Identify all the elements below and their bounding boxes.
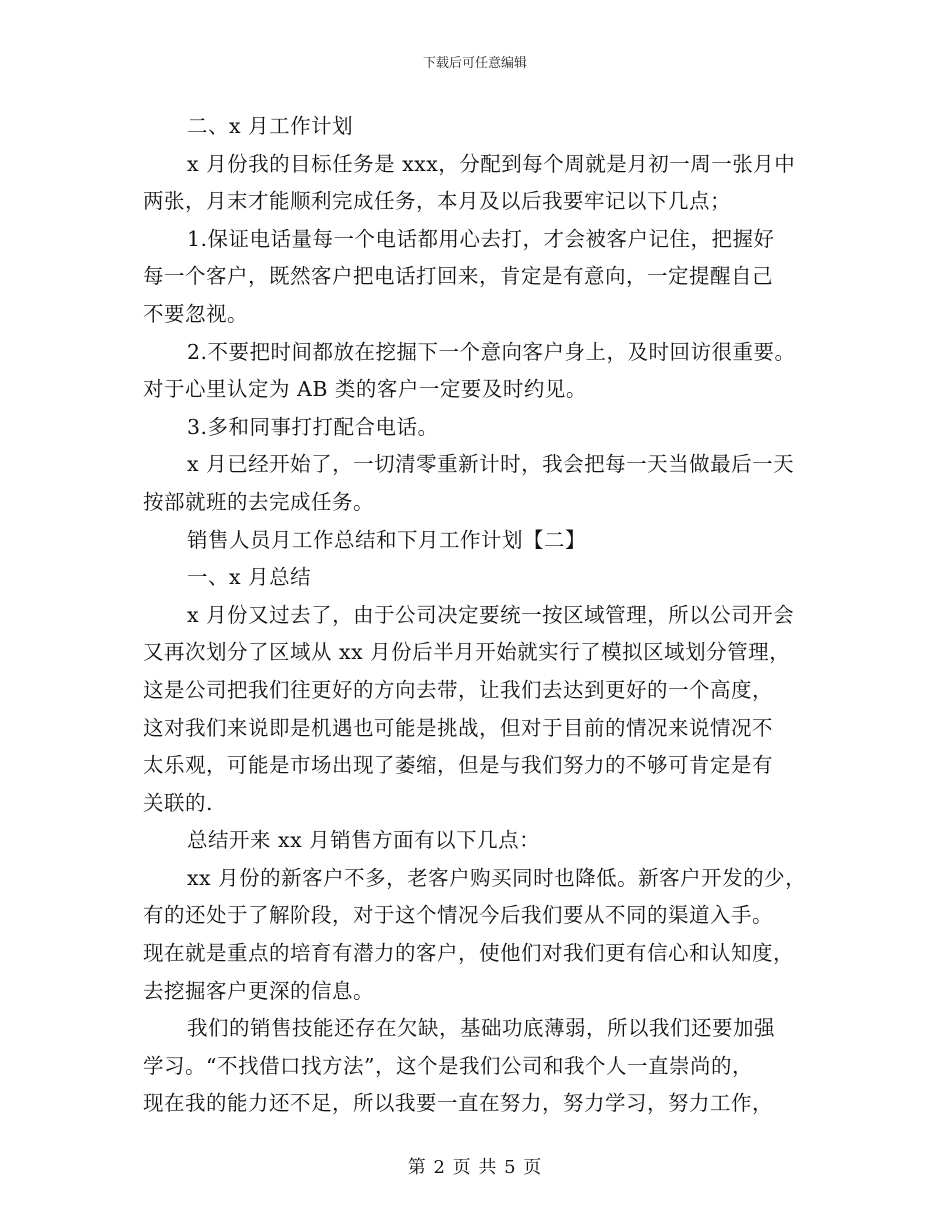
body-line: 2.不要把时间都放在挖掘下一个意向客户身上，及时回访很重要。	[187, 339, 796, 364]
body-line: x 月已经开始了，一切清零重新计时，我会把每一天当做最后一天	[187, 452, 795, 477]
section-title: 销售人员月工作总结和下月工作计划【二】	[187, 527, 586, 552]
body-line: 3.多和同事打打配合电话。	[187, 414, 439, 439]
body-line: x 月份我的目标任务是 xxx，分配到每个周就是月初一周一张月中	[187, 151, 796, 176]
body-line: 1.保证电话量每一个电话都用心去打，才会被客户记住，把握好	[187, 226, 775, 251]
body-line: 这对我们来说即是机遇也可能是挑战，但对于目前的情况来说情况不	[143, 715, 773, 740]
body-line: 去挖掘客户更深的信息。	[143, 978, 374, 1003]
body-line: 这是公司把我们往更好的方向去带，让我们去达到更好的一个高度，	[143, 677, 773, 702]
page-number: 第 2 页 共 5 页	[407, 1157, 543, 1178]
body-line: 太乐观，可能是市场出现了萎缩，但是与我们努力的不够可肯定是有	[143, 753, 773, 778]
document-body	[143, 108, 811, 1123]
body-line: 每一个客户，既然客户把电话打回来，肯定是有意向，一定提醒自己	[143, 264, 773, 289]
body-line: 又再次划分了区域从 xx 月份后半月开始就实行了模拟区域划分管理，	[143, 640, 791, 665]
body-line: 对于心里认定为 AB 类的客户一定要及时约见。	[143, 377, 587, 402]
page-header-note: 下载后可任意编辑	[422, 56, 527, 71]
body-line: 学习。“不找借口找方法”，这个是我们公司和我个人一直崇尚的，	[143, 1053, 753, 1078]
body-line: 按部就班的去完成任务。	[143, 489, 374, 514]
body-line: 不要忽视。	[143, 301, 248, 326]
body-line: 总结开来 xx 月销售方面有以下几点：	[187, 828, 541, 853]
subsection-heading: 一、x 月总结	[187, 565, 312, 590]
body-line: 二、x 月工作计划	[187, 114, 354, 138]
body-line: 关联的.	[143, 790, 214, 815]
body-line: 现在就是重点的培育有潜力的客户，使他们对我们更有信心和认知度，	[143, 941, 794, 966]
body-line: xx 月份的新客户不多，老客户购买同时也降低。新客户开发的少，	[187, 865, 807, 890]
body-line: 我们的销售技能还存在欠缺，基础功底薄弱，所以我们还要加强	[187, 1016, 775, 1041]
body-line: x 月份又过去了，由于公司决定要统一按区域管理，所以公司开会	[187, 602, 795, 627]
body-line: 现在我的能力还不足，所以我要一直在努力，努力学习，努力工作，	[143, 1091, 773, 1116]
body-line: 有的还处于了解阶段，对于这个情况今后我们要从不同的渠道入手。	[143, 903, 773, 928]
body-line: 两张，月末才能顺利完成任务，本月及以后我要牢记以下几点；	[143, 189, 731, 214]
